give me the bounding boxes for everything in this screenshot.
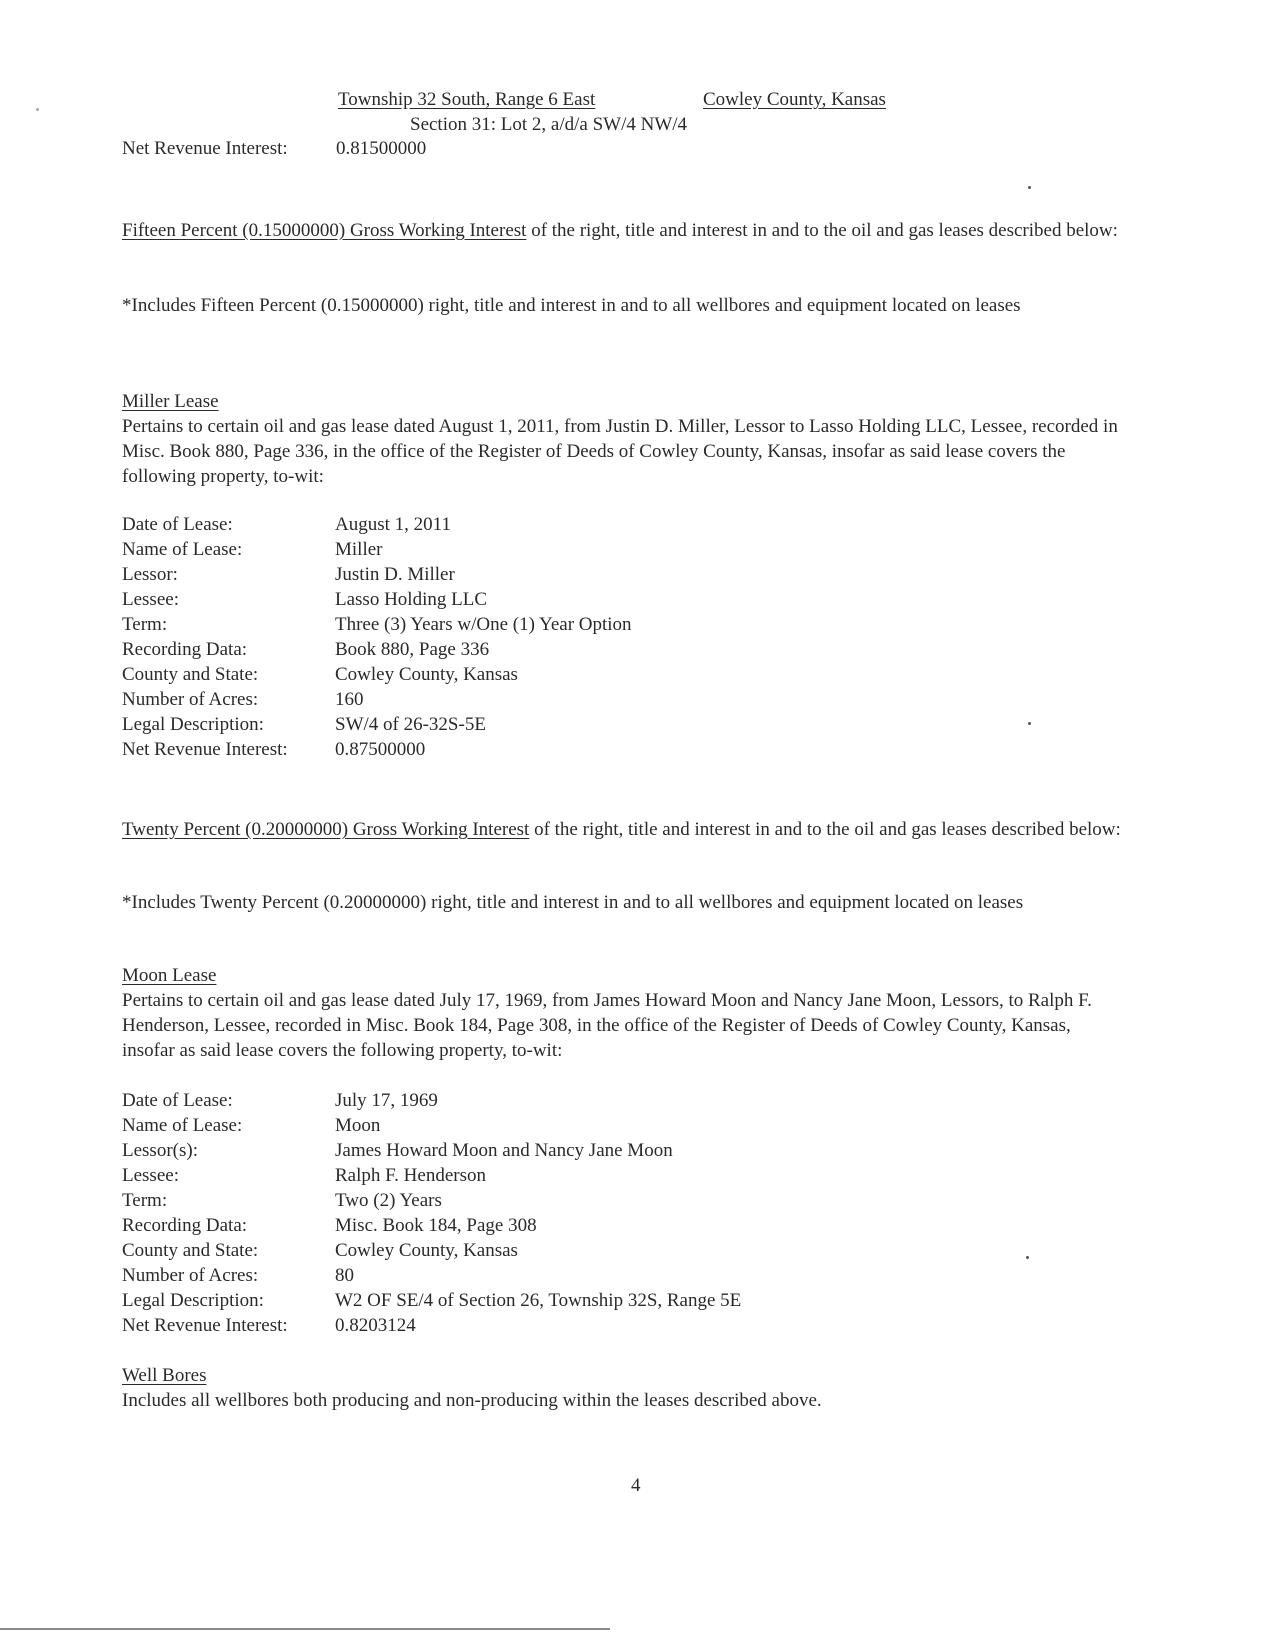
header-nri-label: Net Revenue Interest: — [122, 138, 288, 159]
moon-field-recording: Recording Data: Misc. Book 184, Page 308 — [122, 1215, 537, 1236]
wellbores-text: Includes all wellbores both producing and non-producing within the leases described above. — [122, 1390, 822, 1411]
header-nri-value: 0.81500000 — [336, 138, 427, 159]
moon-field-date: Date of Lease: July 17, 1969 — [122, 1090, 438, 1111]
wellbores-title: Well Bores — [122, 1365, 207, 1386]
miller-field-term: Term: Three (3) Years w/One (1) Year Option — [122, 614, 632, 635]
gwi-fifteen-heading: Fifteen Percent (0.15000000) Gross Working Interest — [122, 220, 527, 241]
moon-field-name: Name of Lease: Moon — [122, 1115, 381, 1136]
scan-speck — [36, 108, 39, 111]
moon-field-legal: Legal Description: W2 OF SE/4 of Section 26, Township 32S, Range 5E — [122, 1290, 742, 1311]
section-description: Section 31: Lot 2, a/d/a SW/4 NW/4 — [410, 114, 688, 135]
includes-fifteen-paragraph: *Includes Fifteen Percent (0.15000000) right, title and interest in and to all wellbores and equipment located on leases — [122, 295, 1021, 316]
scan-speck — [1028, 186, 1031, 189]
miller-field-acres: Number of Acres: 160 — [122, 689, 364, 710]
miller-field-lessee: Lessee: Lasso Holding LLC — [122, 589, 487, 610]
miller-lease-description: Pertains to certain oil and gas lease dated August 1, 2011, from Justin D. Miller, Lessor to Lasso Holding LLC, Lessee, recorded in Misc. Book 880, Page 336, in the office of the Register of Deeds of Cowley County, Kansas, insofar as said lease covers the following property, to-wit: — [122, 416, 1118, 487]
miller-field-nri: Net Revenue Interest: 0.87500000 — [122, 739, 426, 760]
gwi-fifteen-text: of the right, title and interest in and to the oil and gas leases described below: — [526, 220, 1118, 241]
scan-speck — [1028, 722, 1031, 725]
scan-edge-line — [0, 1628, 610, 1630]
miller-lease-title: Miller Lease — [122, 391, 219, 412]
moon-field-term: Term: Two (2) Years — [122, 1190, 442, 1211]
miller-field-recording: Recording Data: Book 880, Page 336 — [122, 639, 490, 660]
moon-field-lessors: Lessor(s): James Howard Moon and Nancy Jane Moon — [122, 1140, 673, 1161]
county-state: Cowley County, Kansas — [703, 89, 886, 110]
scan-speck — [1026, 1256, 1029, 1259]
township-range: Township 32 South, Range 6 East — [338, 89, 596, 110]
moon-field-nri: Net Revenue Interest: 0.8203124 — [122, 1315, 416, 1336]
gwi-twenty-heading: Twenty Percent (0.20000000) Gross Working Interest — [122, 819, 530, 840]
moon-field-acres: Number of Acres: 80 — [122, 1265, 354, 1286]
gwi-twenty-paragraph — [122, 817, 1122, 842]
page-number: 4 — [631, 1475, 641, 1496]
includes-twenty-paragraph: *Includes Twenty Percent (0.20000000) right, title and interest in and to all wellbores and equipment located on leases — [122, 892, 1024, 913]
miller-field-date: Date of Lease: August 1, 2011 — [122, 514, 451, 535]
gwi-twenty-text: of the right, title and interest in and to the oil and gas leases described below: — [529, 819, 1121, 840]
miller-field-lessor: Lessor: Justin D. Miller — [122, 564, 455, 585]
moon-lease-title: Moon Lease — [122, 965, 217, 986]
moon-field-county: County and State: Cowley County, Kansas — [122, 1240, 518, 1261]
moon-lease-description: Pertains to certain oil and gas lease dated July 17, 1969, from James Howard Moon and Nancy Jane Moon, Lessors, to Ralph F. Henderson, Lessee, recorded in Misc. Book 184, Page 308, in the office of the Register of Deeds of Cowley County, Kansas, insofar as said lease covers the following property, to-wit: — [122, 990, 1092, 1061]
miller-field-name: Name of Lease: Miller — [122, 539, 383, 560]
miller-field-county: County and State: Cowley County, Kansas — [122, 664, 518, 685]
miller-field-legal: Legal Description: SW/4 of 26-32S-5E — [122, 714, 486, 735]
moon-field-lessee: Lessee: Ralph F. Henderson — [122, 1165, 486, 1186]
gwi-fifteen-paragraph — [122, 218, 1122, 243]
